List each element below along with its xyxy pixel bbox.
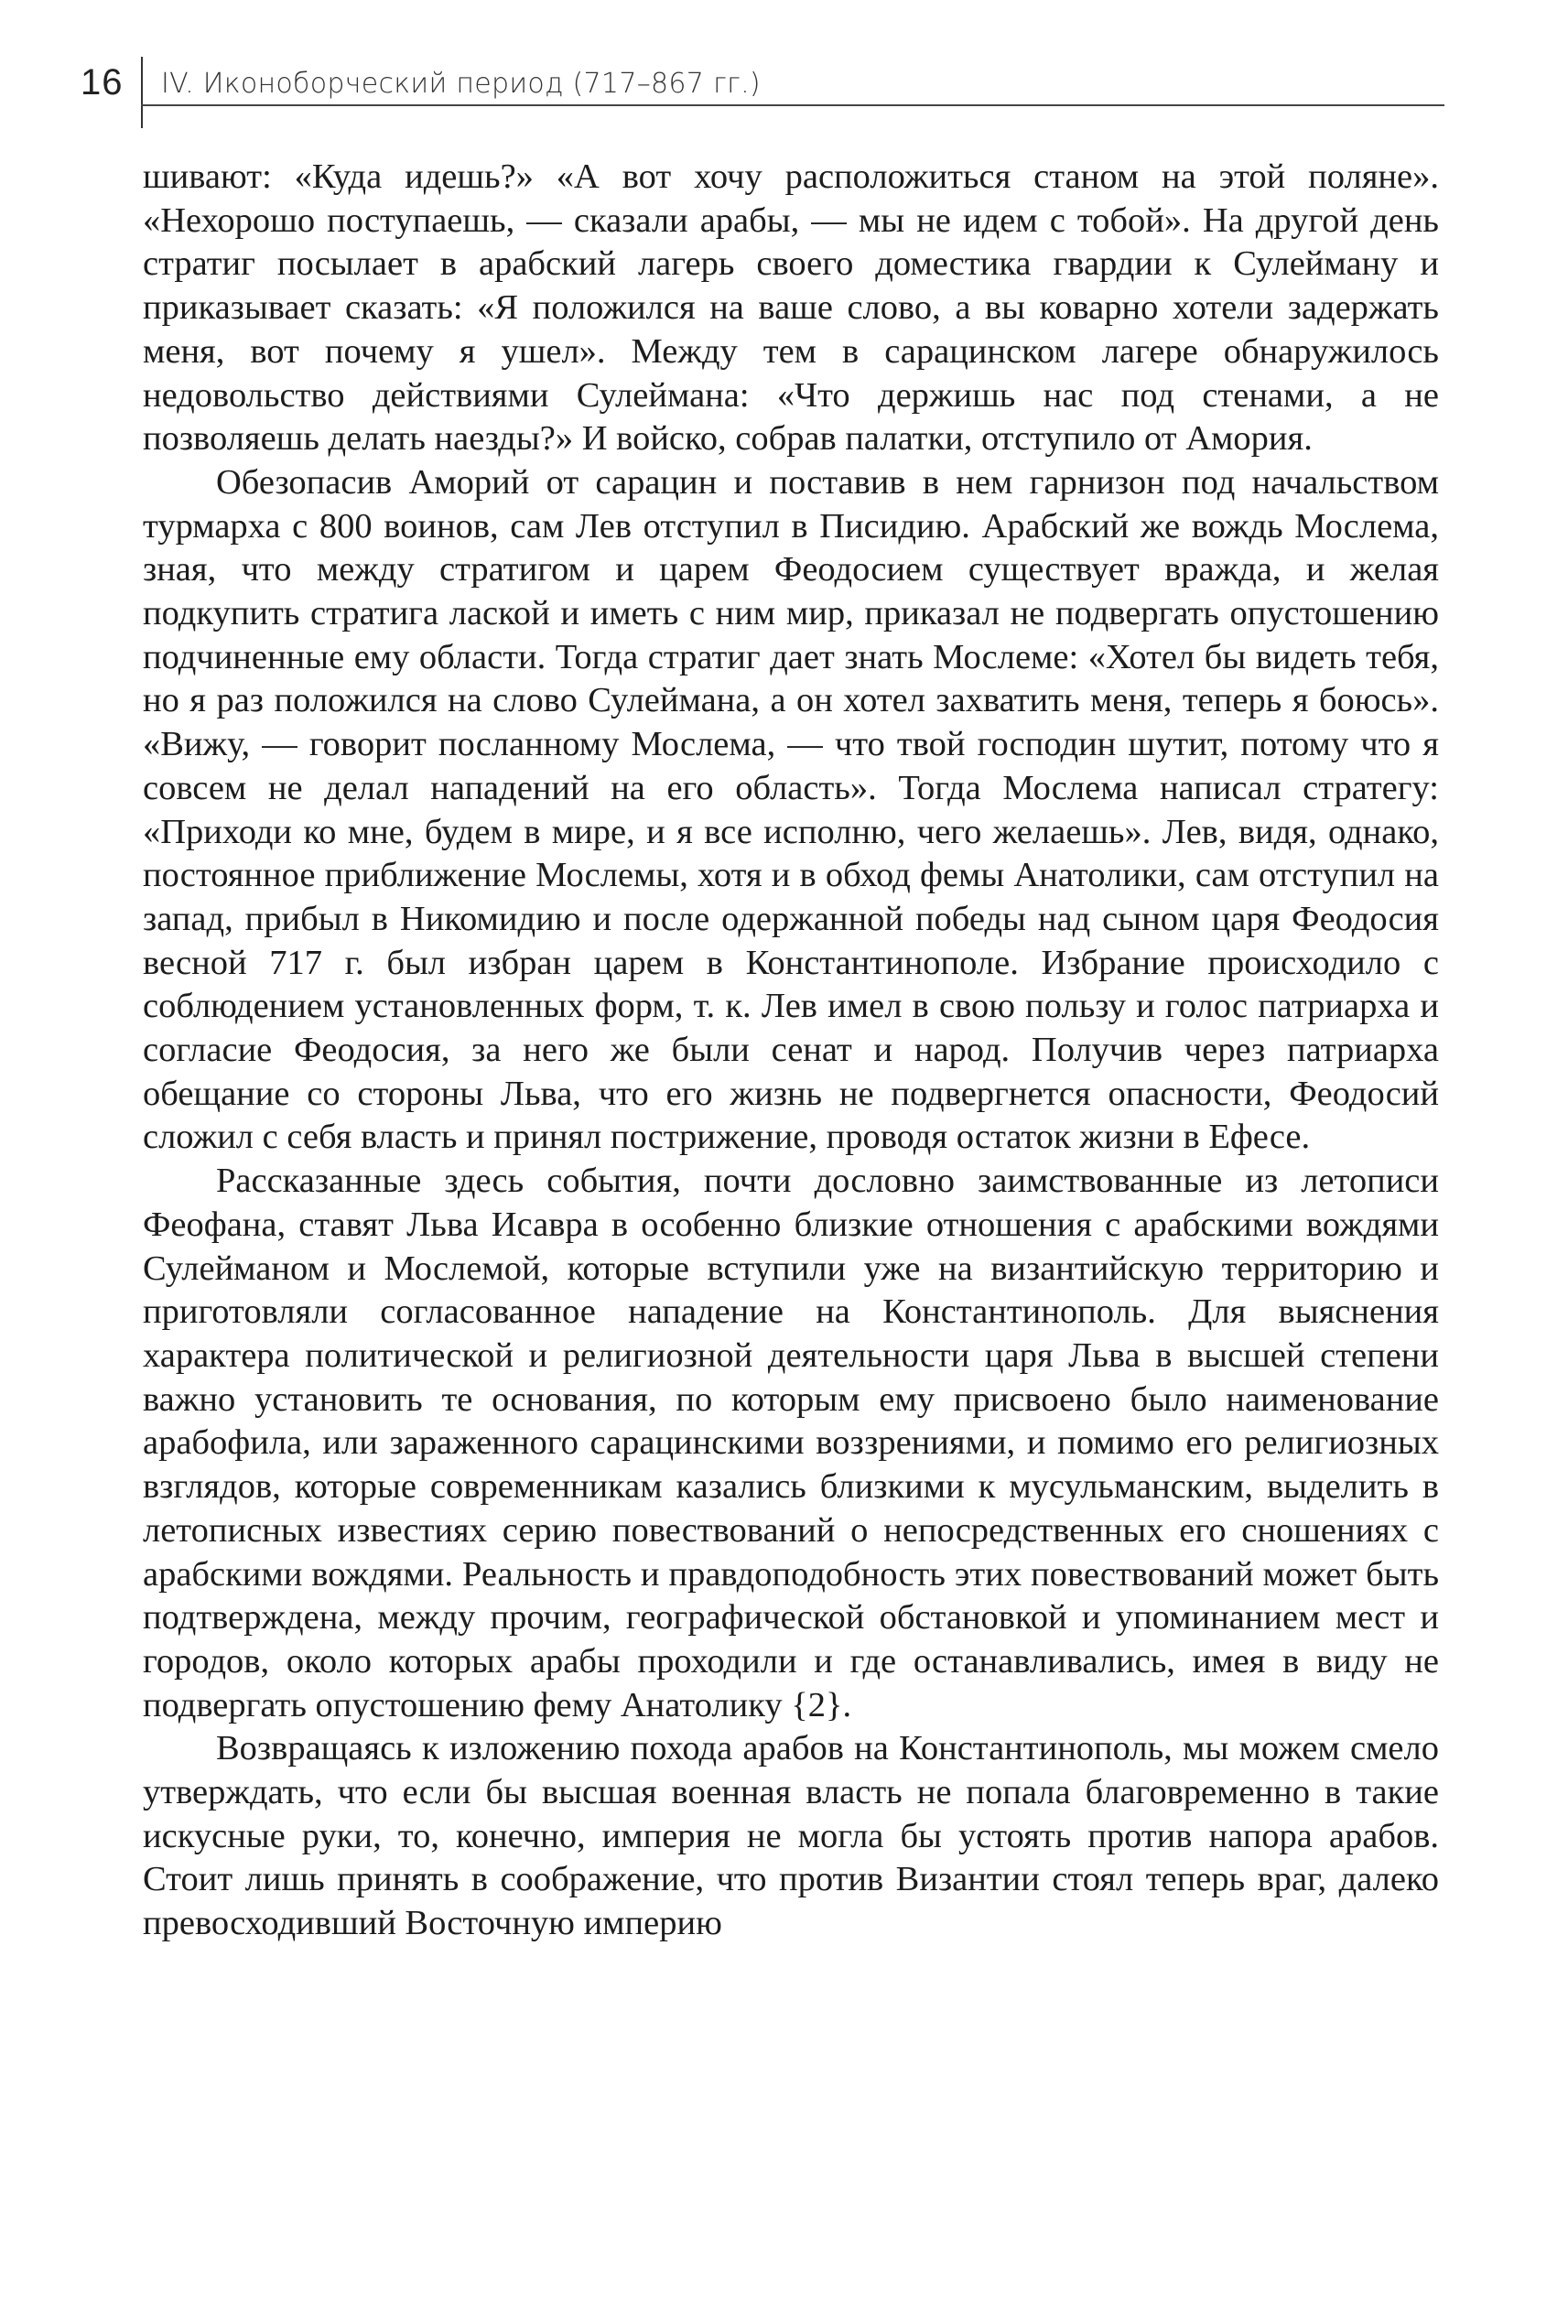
paragraph-4: Возвращаясь к изложению похода арабов на Константинополь, мы можем смело утверждать, что если бы высшая военная власть не попала благовременно в такие искусные руки, то, конечно, империя не могла бы устоять против напора арабов. Стоит лишь принять в соображение, что против Византии стоял теперь враг, далеко превосходивший Восточную империю [143, 1729, 1439, 1943]
running-title: IV. Иконоборческий период (717–867 гг.) [161, 68, 761, 100]
paragraph-3: Рассказанные здесь события, почти дословно заимствованные из летописи Феофана, ставят Льва Исавра в особенно близкие отношения с арабскими вождями Сулейманом и Мослемой, которые вступили уже на византийскую территорию и приготовляли согласованное нападение на Константинополь. Для выяснения характера политической и религиозной деятельности царя Льва в высшей степени важно установить те основания, по которым ему присвоено было наименование арабофила, или зараженного сарацинскими воззрениями, и помимо его религиозных взглядов, которые современникам казались близкими к мусульманским, выделить в летописных известиях серию повествований о непосредственных его сношениях с арабскими вождями. Реальность и правдоподобность этих повествований может быть подтверждена, между прочим, географической обстановкой и упоминанием мест и городов, около которых арабы проходили и где останавливались, имея в виду не подвергать опустошению фему Анатолику {2}. [143, 1162, 1439, 1724]
header-divider [141, 57, 143, 128]
body-text [143, 156, 1439, 1946]
header-rule [141, 104, 1444, 106]
running-header [81, 57, 1444, 117]
page-number: 16 [81, 62, 124, 103]
paragraph-2: Обезопасив Аморий от сарацин и поставив в нем гарнизон под начальством турмарха с 800 воинов, сам Лев отступил в Писидию. Арабский же вождь Мослема, зная, что между стратигом и царем Феодосием существует вражда, и желая подкупить стратига лаской и иметь с ним мир, приказал не подвергать опустошению подчиненные ему области. Тогда стратиг дает знать Мослеме: «Хотел бы видеть тебя, но я раз положился на слово Сулеймана, а он хотел захватить меня, теперь я боюсь». «Вижу, — говорит посланному Мослема, — что твой господин шутит, потому что я совсем не делал нападений на его область». Тогда Мослема написал стратегу: «Приходи ко мне, будем в мире, и я все исполню, чего желаешь». Лев, видя, однако, постоянное приближение Мослемы, хотя и в обход фемы Анатолики, сам отступил на запад, прибыл в Никомидию и после одержанной победы над сыном царя Феодосия весной 717 г. был избран царем в Константинополе. Избрание происходило с соблюдением установленных форм, т. к. Лев имел в свою пользу и голос патриарха и согласие Феодосия, за него же были сенат и народ. Получив через патриарха обещание со стороны Льва, что его жизнь не подвергнется опасности, Феодосий сложил с себя власть и принял пострижение, проводя остаток жизни в Ефесе. [143, 462, 1439, 1157]
paragraph-1: шивают: «Куда идешь?» «А вот хочу расположиться станом на этой поляне». «Нехорошо поступаешь, — сказали арабы, — мы не идем с тобой». На другой день стратиг посылает в арабский лагерь своего доместика гвардии к Сулейману и приказывает сказать: «Я положился на ваше слово, а вы коварно хотели задержать меня, вот почему я ушел». Между тем в сарацинском лагере обнаружилось недовольство действиями Сулеймана: «Что держишь нас под стенами, а не позволяешь делать наезды?» И войско, собрав палатки, отступило от Амория. [143, 157, 1439, 459]
